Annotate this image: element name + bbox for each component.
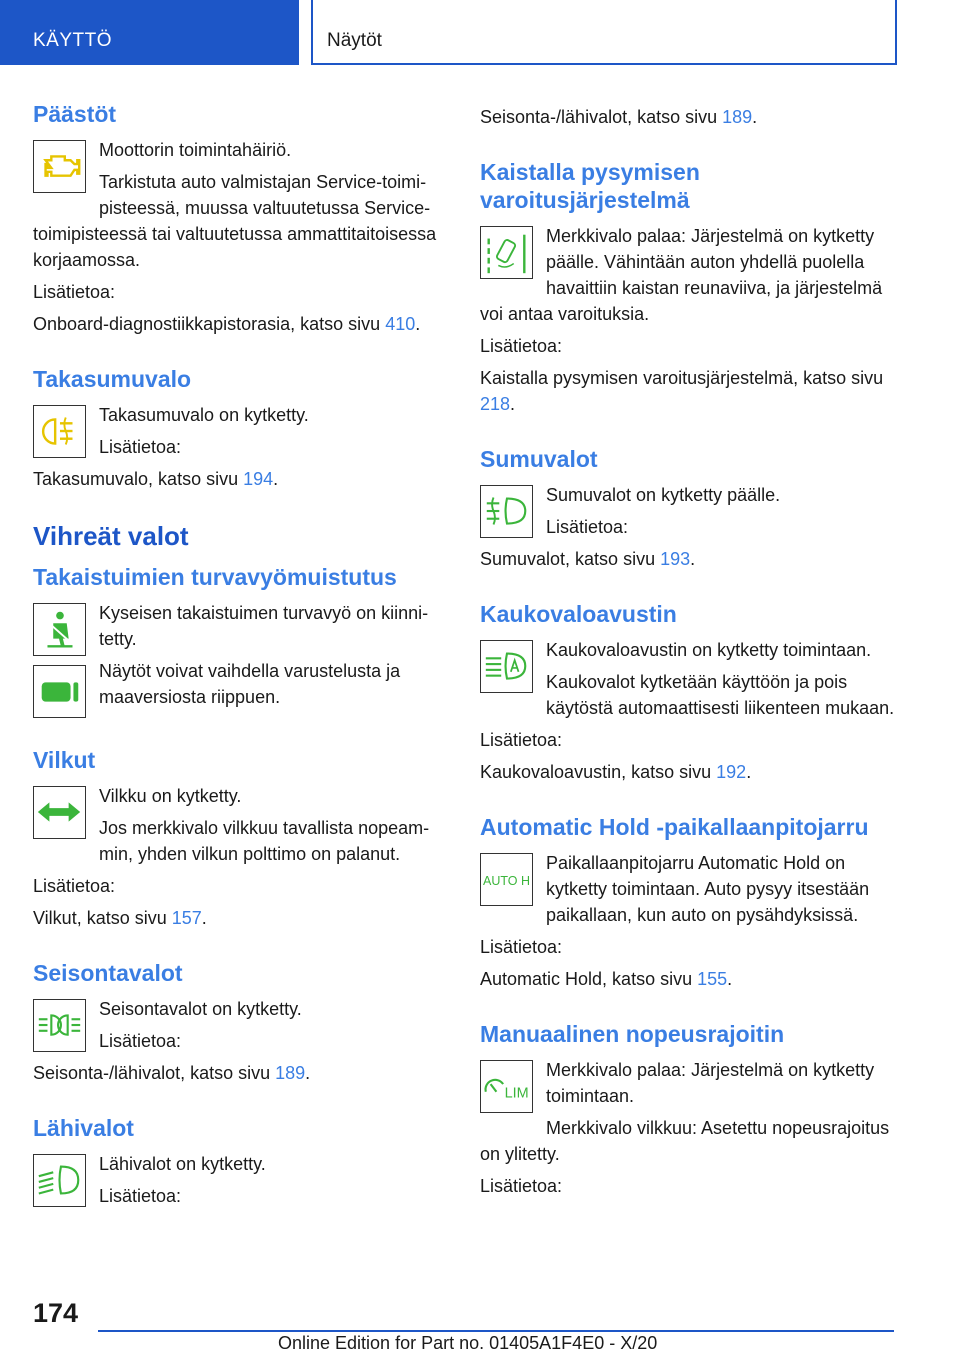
parking-lights-reference: Seisonta-/lähivalot, katso sivu 189. [33,1063,311,1083]
indicators-info-label: Lisätietoa: [33,876,116,896]
emissions-text-2: Tarkistuta auto valmistajan Service-toimipisteessä, muussa valtuutetussa Service-toimipisteessä tai valtuutetussa ammattitaitoisessa korjaamossa. [33,172,437,270]
rear-fog-reference: Takasumuvalo, katso sivu 194. [33,469,279,489]
entry-indicators [33,783,448,937]
section-title-rear-fog: Takasumuvalo [33,366,192,392]
speed-limiter-text-1: Merkkivalo palaa: Järjestelmä on kytketty toimintaan. [546,1060,875,1106]
automatic-hold-text-1: Paikallaanpitojarru Automatic Hold on kytketty toimintaan. Auto pysyy itsestään paikallaan, kun auto on pysähdyksissä. [546,853,870,925]
footer-rule [98,1330,894,1332]
emissions-info-label: Lisätietoa: [33,282,116,302]
section-title-seatbelt: Takaistuimien turvavyömuistutus [33,564,397,590]
automatic-hold-reference: Automatic Hold, katso sivu 155. [480,969,733,989]
indicators-text-1: Vilkku on kytketty. [99,786,242,806]
page-link-189[interactable]: 189 [275,1063,306,1083]
page-link-189[interactable]: 189 [722,107,753,127]
entry-speed-limiter [480,1057,895,1205]
page-link-410[interactable]: 410 [385,314,416,334]
lane-departure-info-label: Lisätietoa: [480,336,563,356]
page-link-194[interactable]: 194 [243,469,274,489]
emissions-reference: Onboard-diagnostiikkapistorasia, katso sivu 410. [33,314,421,334]
footer-edition: Online Edition for Part no. 01405A1F4E0 - X/20 [278,1333,658,1353]
seatbelt-icon [33,603,86,656]
parking-lights-info-label: Lisätietoa: [99,1031,182,1051]
chapter-title-green-lights: Vihreät valot [33,521,189,551]
low-beam-reference: Seisonta-/lähivalot, katso sivu 189. [480,107,758,127]
auto-hold-icon-text: AUTO H [483,873,530,888]
section-title-lane-departure: Kaistalla pysymisen varoitusjärjestelmä [480,159,700,213]
fog-lights-reference: Sumuvalot, katso sivu 193. [480,549,696,569]
left-column [33,100,448,1215]
high-beam-assist-text-2: Kaukovalot kytketään käyttöön ja pois käytöstä automaattisesti liikenteen mukaan. [546,672,895,718]
section-title-parking-lights: Seisontavalot [33,960,183,986]
section-title-fog-lights: Sumuvalot [480,446,598,472]
section-title-speed-limiter: Manuaalinen nopeusrajoitin [480,1021,785,1047]
speed-limiter-text-2: Merkkivalo vilkkuu: Asetettu nopeusrajoitus on ylitetty. [480,1118,890,1164]
parking-lights-text-1: Seisontavalot on kytketty. [99,999,302,1019]
header-section-label: KÄYTTÖ [33,30,113,51]
header-chapter-label: Näytöt [327,30,382,51]
page-link-192[interactable]: 192 [716,762,747,782]
rear-fog-text-1: Takasumuvalo on kytketty. [99,405,309,425]
header-chapter-tab [311,0,897,65]
fog-lights-info-label: Lisätietoa: [546,517,629,537]
page-link-155[interactable]: 155 [697,969,728,989]
speed-limiter-icon [480,1060,533,1113]
section-title-high-beam-assist: Kaukovaloavustin [480,601,677,627]
lane-departure-text-1: Merkkivalo palaa: Järjestelmä on kytketty päälle. Vähintään auton yhdellä puolella havaittiin kaistan reunaviiva, ja järjestelmä voi antaa varoituksia. [480,226,883,324]
section-title-low-beam: Lähivalot [33,1115,134,1141]
page-link-193[interactable]: 193 [660,549,691,569]
low-beam-text-1: Lähivalot on kytketty. [99,1154,266,1174]
indicators-reference: Vilkut, katso sivu 157. [33,908,207,928]
seatbelt-text-2: Näytöt voivat vaihdella varustelusta ja maaversiosta riippuen. [99,661,401,707]
speed-limiter-info-label: Lisätietoa: [480,1176,563,1196]
speed-limiter-icon-text: LIM [504,1085,529,1102]
page-link-157[interactable]: 157 [171,908,202,928]
high-beam-assist-text-1: Kaukovaloavustin on kytketty toimintaan. [546,640,872,660]
rear-fog-light-icon [33,405,86,458]
low-beam-info-label: Lisätietoa: [99,1186,182,1206]
auto-hold-icon [480,853,533,906]
entry-emissions [33,137,448,343]
page-number: 174 [33,1298,79,1328]
entry-seatbelt [33,600,448,724]
entry-automatic-hold [480,850,895,998]
page-link-218[interactable]: 218 [480,394,511,414]
entry-rear-fog [33,402,448,498]
indicators-text-2: Jos merkkivalo vilkkuu tavallista nopeammin, yhden vilkun polttimo on palanut. [99,818,430,864]
lane-departure-reference: Kaistalla pysymisen varoitusjärjestelmä, katso sivu 218. [480,368,884,414]
low-beam-icon [33,1154,86,1207]
entry-low-beam [33,1151,448,1215]
right-column [480,100,895,1205]
header-section-tab [0,0,299,65]
turn-signal-arrows-icon [33,786,86,839]
entry-parking-lights [33,996,448,1092]
seatbelt-text-1: Kyseisen takaistuimen turvavyö on kiinnitetty. [99,603,429,649]
high-beam-assist-info-label: Lisätietoa: [480,730,563,750]
section-title-automatic-hold: Automatic Hold -paikallaanpitojarru [480,814,869,840]
entry-fog-lights [480,482,895,578]
entry-high-beam-assist [480,637,895,791]
automatic-hold-info-label: Lisätietoa: [480,937,563,957]
fog-light-icon [480,485,533,538]
section-title-emissions: Päästöt [33,101,117,127]
seat-indicator-icon [33,665,86,718]
high-beam-assist-icon [480,640,533,693]
fog-lights-text-1: Sumuvalot on kytketty päälle. [546,485,781,505]
emissions-text-1: Moottorin toimintahäiriö. [99,140,292,160]
parking-lights-icon [33,999,86,1052]
section-title-indicators: Vilkut [33,747,96,773]
high-beam-assist-reference: Kaukovaloavustin, katso sivu 192. [480,762,752,782]
engine-warning-icon [33,140,86,193]
entry-lane-departure [480,223,895,423]
lane-departure-icon [480,226,533,279]
rear-fog-info-label: Lisätietoa: [99,437,182,457]
